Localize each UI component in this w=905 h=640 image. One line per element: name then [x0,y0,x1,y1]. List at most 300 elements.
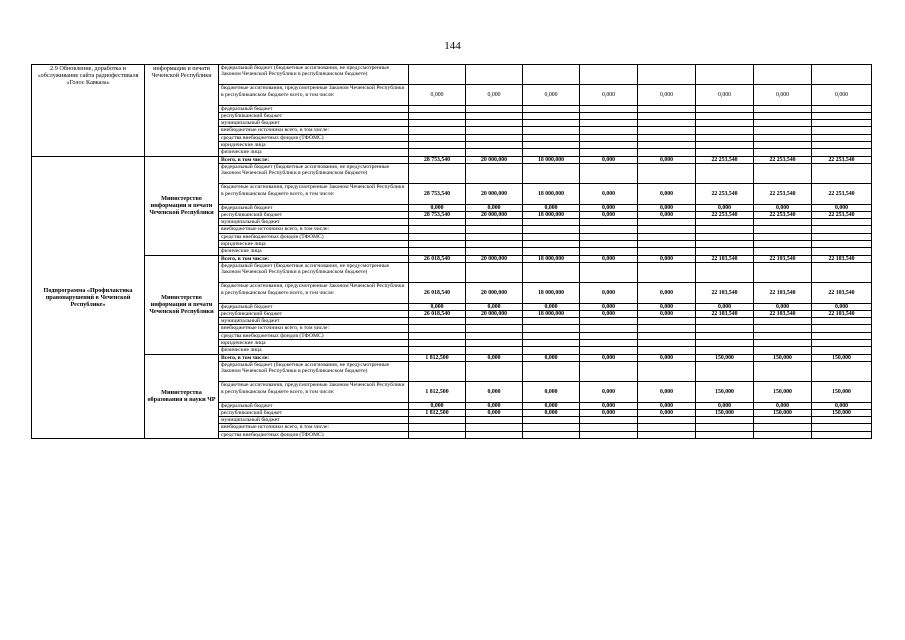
amount-cell [638,149,696,156]
program-name-cell: 2.9 Обновление, доработка и «обслуживание сайта радиофестиваля «Голос Кавказа» [32,65,145,157]
amount-cell [754,112,812,119]
amount-cell [409,134,466,141]
amount-cell [696,120,754,127]
amount-cell [409,233,466,240]
amount-cell [580,142,638,149]
amount-cell [696,347,754,354]
amount-cell [812,226,872,233]
amount-cell [696,325,754,332]
amount-cell: 22 103,540 [696,310,754,317]
amount-cell: 28 753,540 [409,184,466,204]
amount-cell [754,134,812,141]
amount-cell [696,127,754,134]
amount-cell [466,120,523,127]
amount-cell [523,65,580,85]
amount-cell: 150,000 [696,382,754,402]
amount-cell: 22 103,540 [754,255,812,262]
amount-cell [523,361,580,381]
amount-cell: 0,000 [754,402,812,409]
amount-cell [466,361,523,381]
amount-cell [696,142,754,149]
funding-source-label: бюджетные ассигнования, предусмотренные Законом Чеченской Республики в республиканском бюджете всего, в том числе: [219,184,409,204]
amount-cell [754,332,812,339]
amount-cell: 0,000 [696,402,754,409]
amount-cell [754,226,812,233]
amount-cell: 0,000 [523,354,580,361]
executor-cell: Министерства образования и науки ЧР [145,354,219,438]
amount-cell: 0,000 [638,409,696,416]
amount-cell [580,149,638,156]
amount-cell: 0,000 [638,255,696,262]
amount-cell [812,233,872,240]
amount-cell [409,417,466,424]
amount-cell: 22 253,540 [812,211,872,218]
amount-cell [409,241,466,248]
amount-cell: 0,000 [523,204,580,211]
amount-cell [812,120,872,127]
amount-cell: 18 000,000 [523,156,580,163]
funding-source-label: физические лица [219,347,409,354]
amount-cell: 26 018,540 [409,310,466,317]
amount-cell: 0,000 [523,402,580,409]
funding-source-label: юридические лица [219,340,409,347]
amount-cell [580,325,638,332]
amount-cell [754,149,812,156]
amount-cell [696,226,754,233]
amount-cell: 0,000 [466,303,523,310]
amount-cell [812,105,872,112]
amount-cell [409,219,466,226]
amount-cell [812,219,872,226]
amount-cell: 0,000 [812,204,872,211]
table-row [32,354,872,361]
amount-cell: 22 253,540 [812,184,872,204]
amount-cell: 26 018,540 [409,283,466,303]
amount-cell: 0,000 [580,354,638,361]
amount-cell [466,248,523,255]
funding-source-label: муниципальный бюджет [219,120,409,127]
amount-cell: 0,000 [580,156,638,163]
amount-cell [638,318,696,325]
amount-cell [409,262,466,282]
amount-cell: 0,000 [409,303,466,310]
funding-source-label: внебюджетные источники всего, в том числе: [219,127,409,134]
amount-cell: 0,000 [638,156,696,163]
amount-cell [580,127,638,134]
amount-cell [523,332,580,339]
amount-cell [812,149,872,156]
table-row [32,156,872,163]
amount-cell [754,318,812,325]
amount-cell [754,347,812,354]
amount-cell [409,65,466,85]
amount-cell: 0,000 [580,382,638,402]
amount-cell [638,332,696,339]
amount-cell [580,105,638,112]
amount-cell [638,120,696,127]
amount-cell: 0,000 [638,283,696,303]
amount-cell: 22 253,540 [696,156,754,163]
page-number: 144 [444,40,461,52]
funding-source-label: бюджетные ассигнования, предусмотренные Законом Чеченской Республики в республиканском бюджете всего, в том числе: [219,283,409,303]
funding-source-label: муниципальный бюджет [219,219,409,226]
funding-source-label: внебюджетные источники всего, в том числе: [219,325,409,332]
amount-cell [580,332,638,339]
amount-cell [466,332,523,339]
amount-cell [580,340,638,347]
amount-cell: 0,000 [523,303,580,310]
amount-cell: 18 000,000 [523,184,580,204]
amount-cell [409,431,466,438]
amount-cell: 0,000 [580,402,638,409]
amount-cell [523,219,580,226]
funding-source-label: федеральный бюджет (бюджетные ассигнования, не предусмотренные Законом Чеченской Республики в республиканском бюджете) [219,361,409,381]
amount-cell [754,262,812,282]
amount-cell [466,65,523,85]
amount-cell [580,262,638,282]
amount-cell: 22 253,540 [754,184,812,204]
amount-cell [409,325,466,332]
amount-cell: 20 000,000 [466,211,523,218]
amount-cell [812,65,872,85]
amount-cell: 0,000 [466,402,523,409]
amount-cell [580,120,638,127]
amount-cell [638,163,696,183]
amount-cell [580,65,638,85]
amount-cell [638,325,696,332]
funding-source-label: муниципальный бюджет [219,417,409,424]
amount-cell [466,347,523,354]
amount-cell [523,248,580,255]
funding-source-label: республиканский бюджет [219,409,409,416]
amount-cell [638,347,696,354]
amount-cell [696,219,754,226]
amount-cell: 0,000 [812,85,872,105]
amount-cell [812,340,872,347]
amount-cell [638,127,696,134]
amount-cell: 0,000 [409,85,466,105]
amount-cell [580,112,638,119]
program-name-cell: Подпрограмма «Профилактика правонарушений в Чеченской Республике» [32,156,145,438]
amount-cell: 0,000 [580,310,638,317]
amount-cell: 0,000 [696,204,754,211]
amount-cell [523,134,580,141]
amount-cell: 0,000 [754,85,812,105]
funding-source-label: средства внебюджетных фондов (ТФОМС) [219,431,409,438]
amount-cell [812,325,872,332]
amount-cell: 150,000 [812,409,872,416]
amount-cell: 18 000,000 [523,310,580,317]
amount-cell [696,361,754,381]
amount-cell [580,233,638,240]
amount-cell: 18 000,000 [523,283,580,303]
amount-cell [696,431,754,438]
amount-cell [754,219,812,226]
amount-cell [812,262,872,282]
amount-cell: 1 812,500 [409,382,466,402]
amount-cell [466,318,523,325]
amount-cell [638,431,696,438]
amount-cell: 20 000,000 [466,310,523,317]
amount-cell [523,142,580,149]
funding-source-label: физические лица [219,248,409,255]
amount-cell: 150,000 [696,409,754,416]
amount-cell [754,361,812,381]
amount-cell [409,361,466,381]
amount-cell: 20 000,000 [466,283,523,303]
amount-cell [638,142,696,149]
funding-source-label: федеральный бюджет [219,105,409,112]
amount-cell: 150,000 [812,382,872,402]
amount-cell [580,241,638,248]
amount-cell [754,105,812,112]
amount-cell: 28 753,540 [409,156,466,163]
amount-cell [812,248,872,255]
amount-cell: 0,000 [580,283,638,303]
amount-cell: 0,000 [638,204,696,211]
funding-source-label: федеральный бюджет (бюджетные ассигнования, не предусмотренные Законом Чеченской Республики в республиканском бюджете) [219,262,409,282]
amount-cell: 0,000 [466,85,523,105]
funding-source-label: республиканский бюджет [219,211,409,218]
amount-cell [638,233,696,240]
amount-cell [409,318,466,325]
amount-cell: 22 253,540 [696,211,754,218]
funding-source-label: республиканский бюджет [219,112,409,119]
amount-cell [638,219,696,226]
amount-cell: 150,000 [754,382,812,402]
amount-cell [812,431,872,438]
amount-cell [638,361,696,381]
amount-cell: 20 000,000 [466,184,523,204]
amount-cell [523,105,580,112]
amount-cell [466,163,523,183]
amount-cell [409,120,466,127]
amount-cell [409,332,466,339]
amount-cell: 22 103,540 [754,283,812,303]
amount-cell [754,142,812,149]
amount-cell [754,120,812,127]
amount-cell [696,248,754,255]
amount-cell: 0,000 [580,85,638,105]
funding-source-label: юридические лица [219,241,409,248]
amount-cell [580,424,638,431]
amount-cell [696,233,754,240]
funding-source-label: муниципальный бюджет [219,318,409,325]
amount-cell: 0,000 [638,310,696,317]
amount-cell: 0,000 [696,85,754,105]
amount-cell [580,417,638,424]
amount-cell [638,262,696,282]
amount-cell: 22 103,540 [812,255,872,262]
amount-cell [696,163,754,183]
amount-cell: 28 753,540 [409,211,466,218]
amount-cell [638,424,696,431]
amount-cell: 0,000 [638,402,696,409]
amount-cell [466,127,523,134]
funding-source-label: средства внебюджетных фондов (ТФОМС) [219,134,409,141]
amount-cell [466,226,523,233]
amount-cell [812,127,872,134]
amount-cell [466,149,523,156]
amount-cell [812,142,872,149]
amount-cell: 0,000 [580,184,638,204]
amount-cell [812,332,872,339]
amount-cell: 1 812,500 [409,409,466,416]
amount-cell [409,112,466,119]
amount-cell [580,361,638,381]
amount-cell: 0,000 [638,211,696,218]
amount-cell [409,347,466,354]
amount-cell [812,424,872,431]
amount-cell [523,318,580,325]
funding-source-label: средства внебюджетных фондов (ТФОМС) [219,332,409,339]
amount-cell: 0,000 [638,354,696,361]
amount-cell [812,134,872,141]
amount-cell: 22 253,540 [754,156,812,163]
amount-cell: 22 103,540 [812,283,872,303]
amount-cell [638,112,696,119]
amount-cell [580,248,638,255]
amount-cell: 0,000 [580,409,638,416]
amount-cell: 22 253,540 [812,156,872,163]
amount-cell: 0,000 [580,255,638,262]
amount-cell: 0,000 [638,184,696,204]
amount-cell: 0,000 [523,85,580,105]
amount-cell [696,105,754,112]
amount-cell: 150,000 [812,354,872,361]
amount-cell [696,241,754,248]
budget-table [31,64,872,439]
funding-source-label: республиканский бюджет [219,310,409,317]
amount-cell [812,112,872,119]
amount-cell [523,262,580,282]
amount-cell [580,134,638,141]
amount-cell [696,318,754,325]
funding-source-label: Всего, в том числе: [219,354,409,361]
table-row [32,65,872,85]
amount-cell: 0,000 [409,204,466,211]
amount-cell [754,65,812,85]
amount-cell [466,233,523,240]
amount-cell [638,65,696,85]
amount-cell: 18 000,000 [523,255,580,262]
amount-cell [696,417,754,424]
amount-cell: 0,000 [638,85,696,105]
amount-cell: 150,000 [696,354,754,361]
amount-cell [638,248,696,255]
amount-cell: 22 103,540 [696,255,754,262]
amount-cell [523,431,580,438]
amount-cell [466,241,523,248]
amount-cell: 20 000,000 [466,156,523,163]
amount-cell [409,226,466,233]
amount-cell [466,134,523,141]
amount-cell [638,241,696,248]
amount-cell [409,149,466,156]
funding-source-label: федеральный бюджет (бюджетные ассигнования, не предусмотренные Законом Чеченской Республики в республиканском бюджете) [219,65,409,85]
funding-source-label: бюджетные ассигнования, предусмотренные Законом Чеченской Республики в республиканском бюджете всего, в том числе: [219,85,409,105]
amount-cell: 22 103,540 [696,283,754,303]
amount-cell [696,332,754,339]
amount-cell [580,431,638,438]
amount-cell [754,127,812,134]
amount-cell [580,219,638,226]
amount-cell [523,233,580,240]
amount-cell [754,340,812,347]
amount-cell [696,134,754,141]
funding-source-label: федеральный бюджет [219,204,409,211]
funding-source-label: федеральный бюджет [219,303,409,310]
amount-cell: 0,000 [466,409,523,416]
amount-cell [580,226,638,233]
amount-cell [523,226,580,233]
amount-cell: 0,000 [580,303,638,310]
amount-cell: 0,000 [812,402,872,409]
amount-cell [696,262,754,282]
amount-cell [696,112,754,119]
funding-source-label: физические лица [219,149,409,156]
amount-cell: 20 000,000 [466,255,523,262]
amount-cell [409,127,466,134]
amount-cell: 0,000 [754,303,812,310]
amount-cell [523,347,580,354]
amount-cell: 0,000 [409,402,466,409]
amount-cell [523,424,580,431]
amount-cell [523,120,580,127]
funding-source-label: средства внебюджетных фондов (ТФОМС) [219,233,409,240]
funding-source-label: Всего, в том числе: [219,255,409,262]
amount-cell [409,142,466,149]
amount-cell: 150,000 [754,354,812,361]
amount-cell [812,417,872,424]
amount-cell [812,163,872,183]
amount-cell [754,417,812,424]
amount-cell [638,340,696,347]
amount-cell [754,424,812,431]
amount-cell [409,340,466,347]
table-row [32,255,872,262]
amount-cell: 0,000 [696,303,754,310]
amount-cell: 0,000 [523,382,580,402]
amount-cell [754,325,812,332]
amount-cell: 0,000 [754,204,812,211]
amount-cell [523,149,580,156]
amount-cell [466,142,523,149]
amount-cell: 0,000 [812,303,872,310]
amount-cell [696,65,754,85]
amount-cell [754,431,812,438]
amount-cell: 0,000 [638,303,696,310]
funding-source-label: внебюджетные источники всего, в том числе: [219,226,409,233]
amount-cell [466,417,523,424]
amount-cell [812,241,872,248]
funding-source-label: Всего, в том числе: [219,156,409,163]
amount-cell [466,105,523,112]
amount-cell [409,163,466,183]
amount-cell: 22 253,540 [754,211,812,218]
funding-source-label: федеральный бюджет (бюджетные ассигнования, не предусмотренные Законом Чеченской Республики в республиканском бюджете) [219,163,409,183]
amount-cell [466,340,523,347]
amount-cell: 26 018,540 [409,255,466,262]
amount-cell: 18 000,000 [523,211,580,218]
amount-cell [466,112,523,119]
amount-cell [466,424,523,431]
amount-cell [580,347,638,354]
amount-cell: 22 103,540 [754,310,812,317]
amount-cell [523,163,580,183]
amount-cell [696,340,754,347]
amount-cell: 22 103,540 [812,310,872,317]
